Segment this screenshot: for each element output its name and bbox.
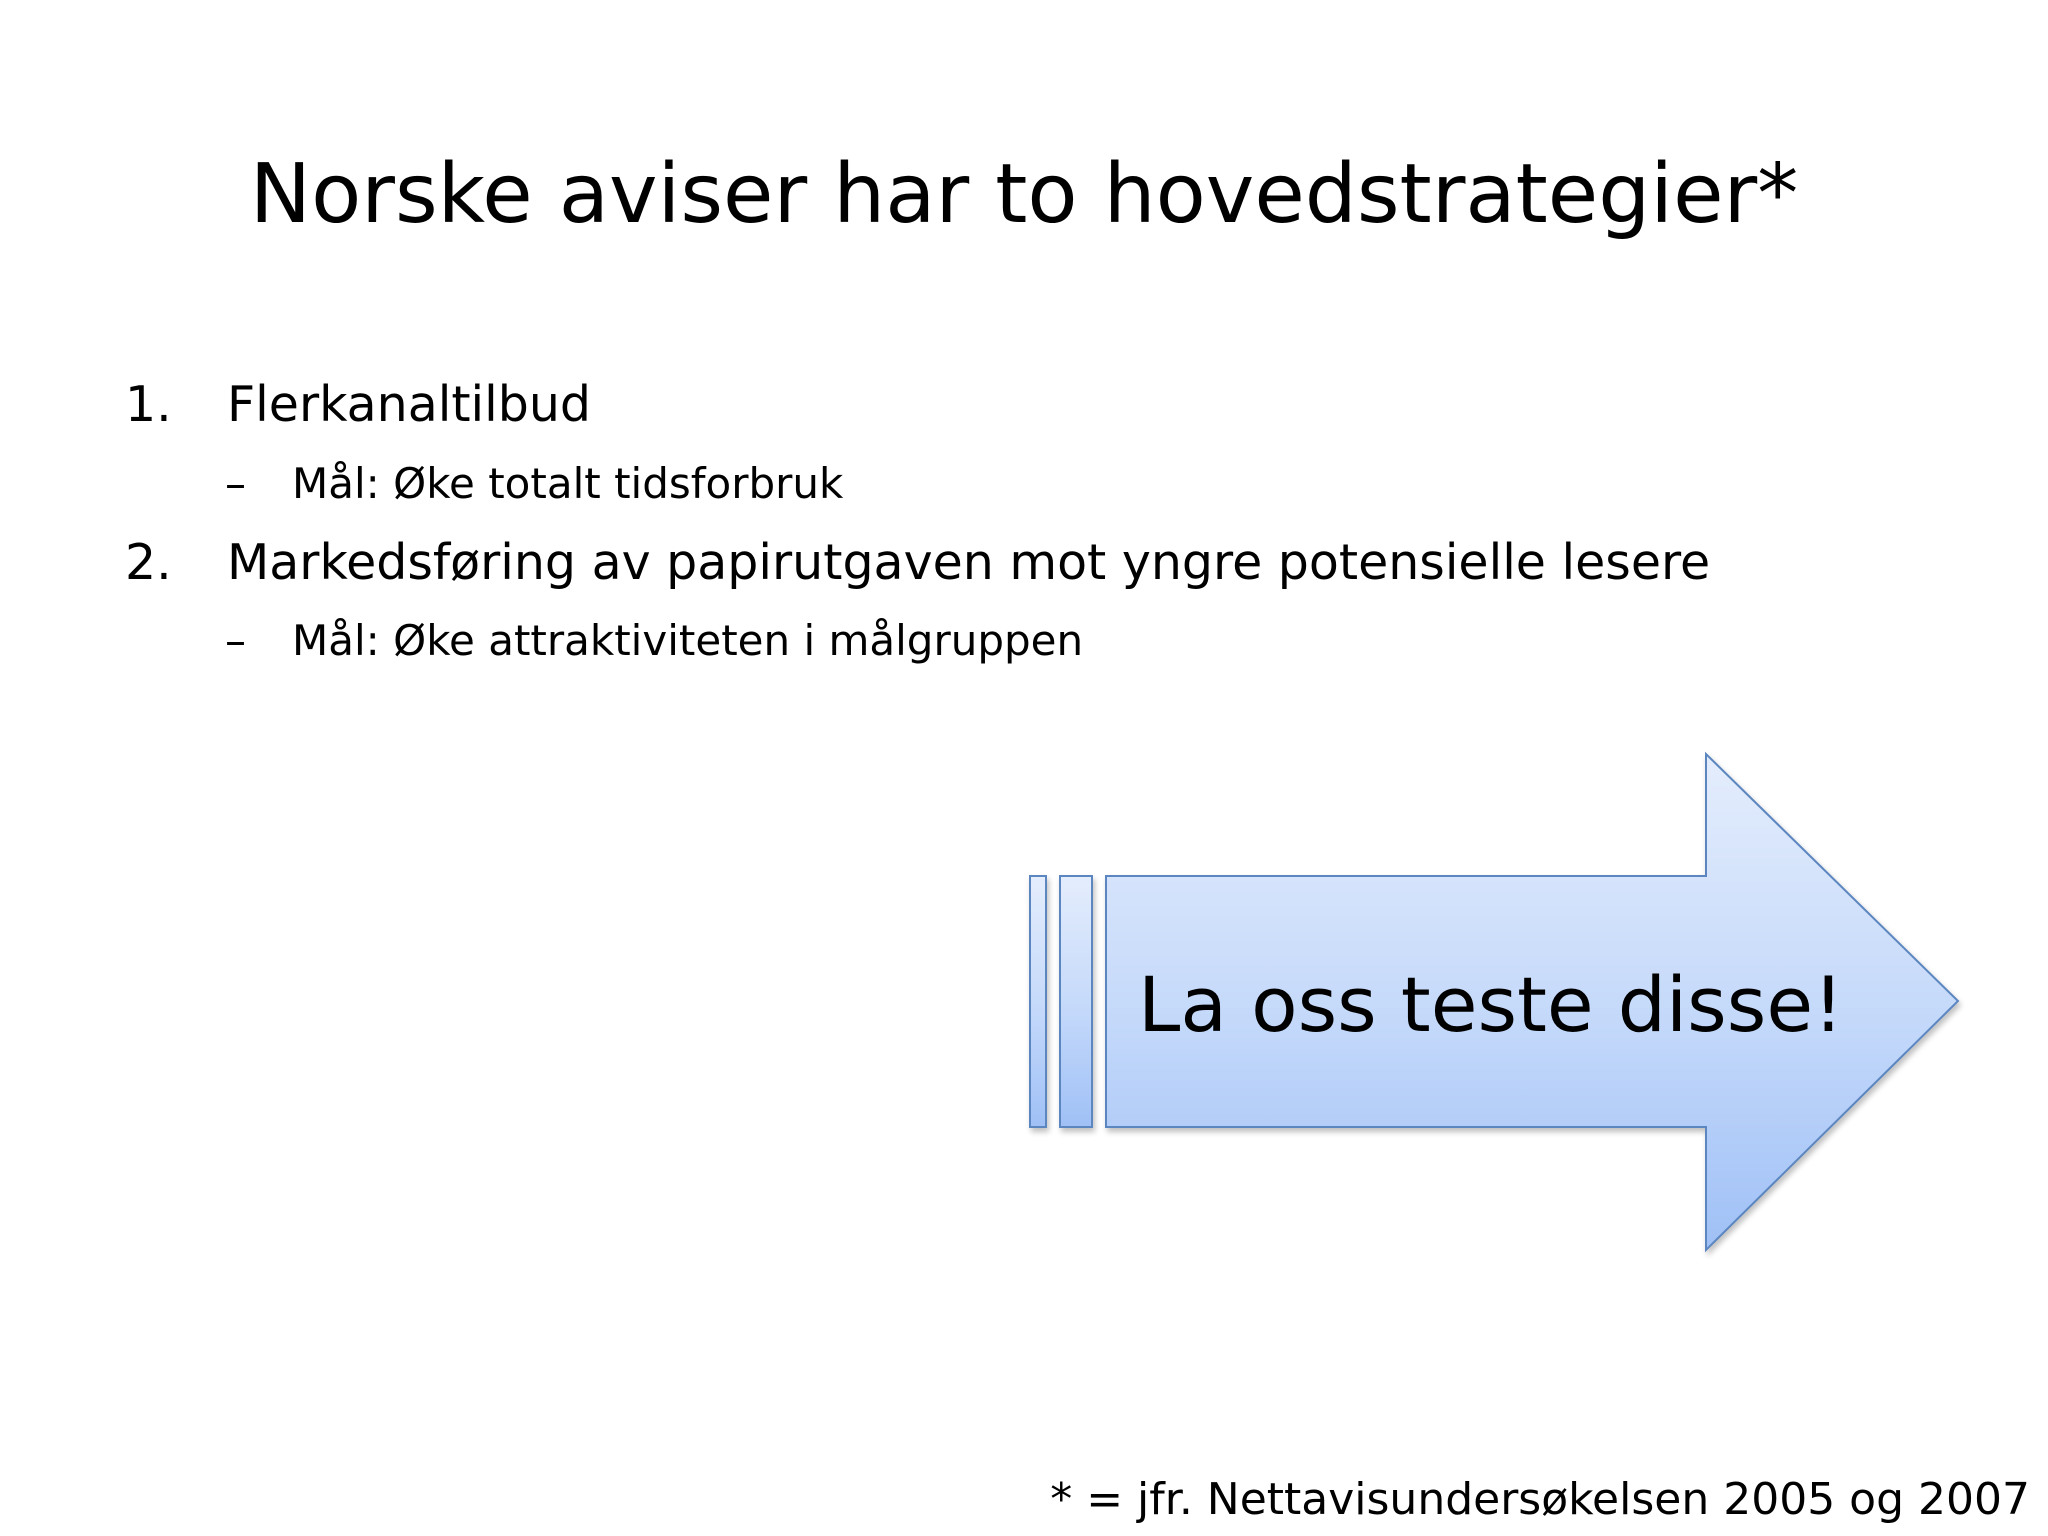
arrow-stripe-2 — [1060, 876, 1092, 1127]
sub-item-text: Mål: Øke attraktiviteten i målgruppen — [292, 616, 1084, 665]
sub-item-text: Mål: Øke totalt tidsforbruk — [292, 459, 844, 508]
list-item-text: Flerkanaltilbud — [227, 376, 592, 433]
footnote: * = jfr. Nettavisundersøkelsen 2005 og 2007 — [1050, 1474, 2030, 1525]
dash-bullet: – — [225, 459, 246, 508]
list-number: 1. — [125, 376, 172, 433]
arrow-stripe-1 — [1030, 876, 1046, 1127]
list-item-text: Markedsføring av papirutgaven mot yngre potensielle lesere — [227, 534, 1711, 591]
arrow-label: La oss teste disse! — [1138, 960, 1844, 1049]
dash-bullet: – — [225, 616, 246, 665]
slide-title: Norske aviser har to hovedstrategier* — [249, 147, 1799, 242]
list-number: 2. — [125, 534, 172, 591]
